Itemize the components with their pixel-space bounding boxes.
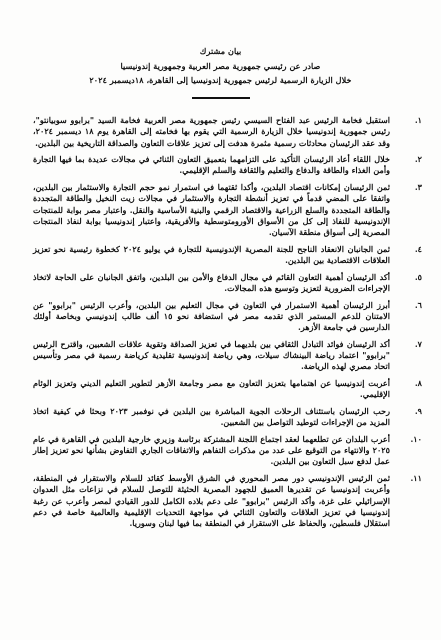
statement-item bbox=[0, 473, 441, 529]
item-number: ٧. bbox=[414, 338, 422, 349]
item-number: ٦. bbox=[414, 299, 422, 310]
statement-item bbox=[0, 300, 441, 334]
statement-header bbox=[0, 0, 441, 99]
item-number: ١١. bbox=[410, 472, 422, 483]
statement-item bbox=[0, 272, 441, 295]
item-text: أبرز الرئيسان أهمية الاستمرار في التعاون في مجال التعليم بين البلدين، وأعرب الرئيس "برابوو" عن الامتنان للدعم المستمر الذي تقدمه مصر في استضافة نحو ١٥ ألف طالب إندونيسي وبخاصة أولئك الدارسين في جامعة الأزهر. bbox=[33, 299, 390, 333]
item-text: رحب الرئيسان باستئناف الرحلات الجوية المباشرة بين البلدين في نوفمبر ٢٠٢٣ وبحثا في كيفية اتخاذ المزيد من الإجراءات لتوطيد التواصل بين الشعبين. bbox=[33, 405, 390, 428]
statement-item bbox=[0, 434, 441, 468]
item-text: ثمن الرئيسان إمكانات اقتصاد البلدين، وأكدا ثقتهما في استمرار نمو حجم التجارة والاستثمار بين البلدين، واتفقا على المضي قدماً في تعزيز أنشطة التجارة والاستثمار في مجالات زيت النخيل والطاقة المتجددة والطاقة المتجددة والسلع الزراعية والاقتصاد الرقمي والبنية الأساسية والنقل. واعتبار مصر بوابة للمنتجات الإندونيسية للنفاذ إلى كل من الأسواق الأورومتوسطية والأفريقية، واعتبار إندونيسيا بوابة لنفاذ المنتجات المصرية إلى أسواق منطقة الآسيان. bbox=[33, 182, 390, 238]
item-text: أكد الرئيسان أهمية التعاون القائم في مجال الدفاع والأمن بين البلدين، واتفق الجانبان على الحاجة لاتخاذ الإجراءات الضرورية لتعزيز وتوسيع هذه المجالات. bbox=[33, 271, 390, 294]
item-number: ٨. bbox=[414, 378, 422, 389]
item-text: أعرب البلدان عن تطلعهما لعقد اجتماع اللجنة المشتركة برئاسة وزيري خارجية البلدين في القاهرة في عام ٢٠٢٥ والانتهاء من التوقيع على عدد من مذكرات التفاهم والاتفاقات الجاري التفاوض بشأنها نحو تعزيز إطار عمل لدفع سبل التعاون بين البلدين. bbox=[33, 433, 390, 467]
item-text: خلال اللقاء أعاد الرئيسان التأكيد على التزامهما بتعميق التعاون الثنائي في مجالات عديدة بما فيها التجارة وأمن الغذاء والطاقة والدفاع والتعليم والثقافة والسلم الإقليمي. bbox=[33, 154, 390, 176]
statement-item bbox=[0, 406, 441, 429]
header-divider bbox=[192, 97, 250, 99]
statement-item bbox=[0, 378, 441, 401]
statement-item bbox=[0, 154, 441, 177]
statement-item bbox=[0, 182, 441, 238]
statement-subtitle: صادر عن رئيسي جمهورية مصر العربية وجمهورية إندونيسيا bbox=[120, 60, 321, 71]
item-number: ١. bbox=[414, 115, 422, 125]
item-number: ٢. bbox=[414, 154, 422, 165]
item-number: ٥. bbox=[414, 271, 422, 282]
statement-item bbox=[0, 339, 441, 373]
item-text: ثمن الرئيس الإندونيسي دور مصر المحوري في الشرق الأوسط كقائد للسلام والاستقرار في المنطقة، وأعربت إندونيسيا عن تقديرها العميق للجهود المصرية الحثيثة للتوصل للسلام في نزاعات مثل العدوان الإسرائيلي على غزة، وأكد الرئيس "برابوو" على دعم بلاده الكامل للدور القيادي لمصر وأعرب عن رغبة إندونيسيا في تعزيز العلاقات والتعاون الثنائي في مواجهة التحديات الإقليمية والعالمية خاصة في دعم استقلال فلسطين، والحفاظ على الاستقرار في المنطقة بما فيها لبنان وسوريا. bbox=[33, 472, 390, 529]
item-number: ٩. bbox=[414, 405, 422, 416]
statement-title: بيان مشترك bbox=[199, 46, 242, 56]
item-text: استقبل فخامة الرئيس عبد الفتاح السيسي رئيس جمهورية مصر العربية فخامة السيد "برابوو سوبيانتو"، رئيس جمهورية إندونيسيا خلال الزيارة الرسمية التي يقوم بها فخامته إلى القاهرة يوم ١٨ ديسمبر ٢٠٢٤، وقد عقد الرئيسان محادثات رسمية مثمرة هدفت إلى تعزيز علاقات التعاون والصداقة التاريخية بين البلدين. bbox=[33, 115, 390, 148]
item-number: ٣. bbox=[414, 182, 422, 193]
item-text: ثمن الجانبان الانعقاد الناجح للجنة المصرية الإندونيسية للتجارة في يوليو ٢٠٢٤ كخطوة رئيسية نحو تعزيز العلاقات الاقتصادية بين البلدين. bbox=[33, 243, 390, 266]
item-number: ٤. bbox=[414, 243, 422, 254]
item-number: ١٠. bbox=[410, 433, 422, 444]
item-text: أعربت إندونيسيا عن اهتمامها بتعزيز التعاون مع مصر وجامعة الأزهر لتطوير التعليم الديني وتعزيز الوئام الإقليمي. bbox=[33, 378, 390, 400]
visit-occasion: خلال الزيارة الرسمية لرئيس جمهورية إندونيسيا إلى القاهرة، ١٨ديسمبر ٢٠٢٤ bbox=[89, 75, 352, 85]
statement-item bbox=[0, 115, 441, 149]
item-text: أكد الرئيسان فوائد التبادل الثقافي بين بلديهما في تعزيز الصداقة وتقوية علاقات الشعبين، واقترح الرئيس "برابوو" اعتماد رياضة البينشاك سيلات، وهي رياضة إندونيسية تقليدية كرياضة رسمية في مصر وتأسيس اتحاد مصري لهذه الرياضة. bbox=[33, 338, 390, 372]
statement-item bbox=[0, 244, 441, 267]
statement-items bbox=[0, 115, 441, 535]
